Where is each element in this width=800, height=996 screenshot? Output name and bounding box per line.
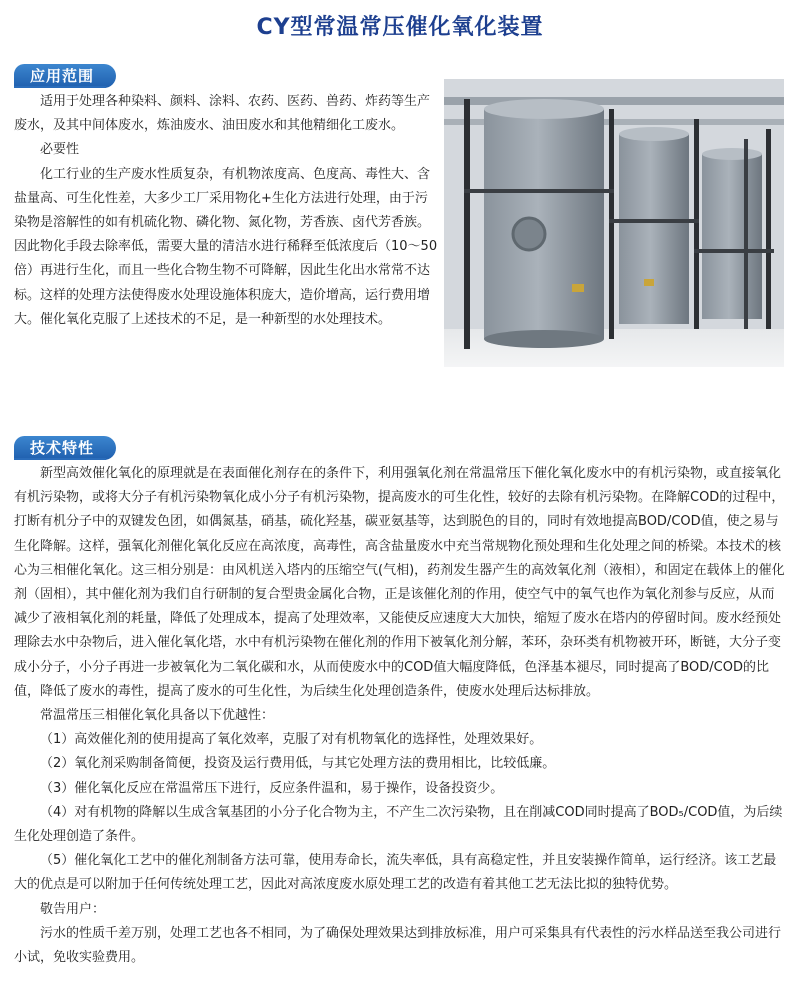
section-underline [14,458,106,460]
notice-paragraph: 污水的性质千差万别，处理工艺也各不相同，为了确保处理效果达到排放标准，用户可采集具有代表性的污水样品送至我公司进行小试，免收实验费用。 [14,925,782,966]
advantage-item-3: （3）催化氧化反应在常温常压下进行，反应条件温和，易于操作，设备投资少。 [40,780,504,796]
section-heading-technical-features: 技术特性 [14,436,116,460]
advantage-item-5: （5）催化氧化工艺中的催化剂制备方法可靠，使用寿命长，流失率低，具有高稳定性，并且安装操作简单，运行经济。该工艺最大的优点是可以附加于任何传统处理工艺，因此对高浓度废水原处理工艺的改造有着其他工艺无法比拟的独特优势。 [14,853,777,893]
section-application-body [14,90,438,332]
advantage-item-2: （2）氧化剂采购制备简便，投资及运行费用低，与其它处理方法的费用相比，比较低廉。 [40,756,556,772]
principle-paragraph: 新型高效催化氧化的原理就是在表面催化剂存在的条件下，利用强氧化剂在常温常压下催化氧化废水中的有机污染物，或直接氧化有机污染物，或将大分子有机污染物氧化成小分子有机污染物，提高废水的可生化性，较好的去除有机污染物。在降解COD的过程中，打断有机分子中的双键发色团，如偶氮基，硝基，硫化羟基，碳亚氨基等，达到脱色的目的，同时有效地提高BOD/COD值，使之易与生化降解。这样，强氧化剂催化氧化反应在高浓度，高毒性，高含盐量废水中充当常规物化预处理和生化处理之间的桥梁。本技术的核心为三相催化氧化。这三相分别是：由风机送入塔内的压缩空气(气相)，药剂发生器产生的高效氧化剂（液相），和固定在载体上的催化剂（固相），其中催化剂为我们自行研制的复合型贵金属化合物，正是该催化剂的作用，使空气中的氧气也作为氧化剂参与反应，从而减少了液相氧化剂的耗量，降低了处理成本，提高了处理效率，又能使反应速度大大加快，缩短了废水在塔内的停留时间。废水经预处理除去水中杂物后，进入催化氧化塔，水中有机污染物在催化剂的作用下被氧化剂分解，苯环，杂环类有机物被开环，断链，大分子变成小分子，小分子再进一步被氧化为二氧化碳和水，从而使废水中的COD值大幅度降低，色泽基本褪尽，同时提高了BOD/COD的比值，降低了废水的毒性，提高了废水的可生化性，为后续生化处理创造条件，使废水处理后达标排放。 [14,466,785,699]
advantage-item-4: （4）对有机物的降解以生成含氧基团的小分子化合物为主，不产生二次污染物，且在削减COD同时提高了BOD₅/COD值，为后续生化处理创造了条件。 [14,804,783,845]
section-heading-application: 应用范围 [14,64,116,88]
advantages-intro: 常温常压三相催化氧化具备以下优越性： [40,708,275,724]
notice-heading: 敬告用户： [40,901,106,917]
catalytic-oxidation-tanks-image [444,79,784,367]
necessity-subheading: 必要性 [40,142,80,158]
page-title: CY型常温常压催化氧化装置 [256,15,544,40]
advantage-item-1: （1）高效催化剂的使用提高了氧化效率，克服了对有机物氧化的选择性，处理效果好。 [40,732,543,748]
section-technical-body [14,462,786,970]
application-paragraph: 适用于处理各种染料、颜料、涂料、农药、医药、兽药、炸药等生产废水，及其中间体废水，炼油废水、油田废水和其他精细化工废水。 [14,94,431,134]
equipment-photo [444,79,784,367]
section-underline [14,86,106,88]
necessity-paragraph: 化工行业的生产废水性质复杂，有机物浓度高、色度高、毒性大、含盐量高、可生化性差，大多少工厂采用物化+生化方法进行处理，由于污染物是溶解性的如有机硫化物、磷化物、氮化物，芳香族、卤代芳香族。因此物化手段去除率低，需要大量的清洁水进行稀释至低浓度后（10～50倍）再进行生化，而且一些化合物生物不可降解，因此生化出水常常不达标。这样的处理方法使得废水处理设施体积庞大，造价增高，运行费用增大。催化氧化克服了上述技术的不足，是一种新型的水处理技术。 [14,166,438,327]
